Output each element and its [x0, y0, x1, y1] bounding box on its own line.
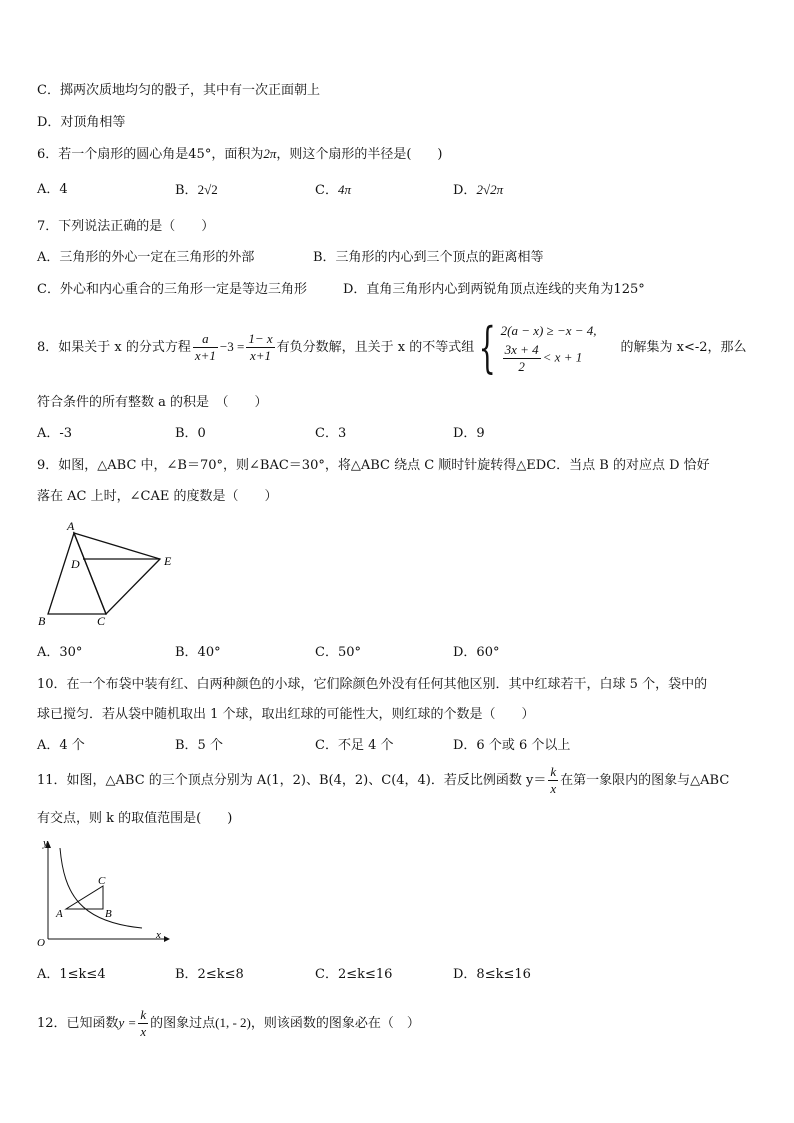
- q8-option-d: D．9: [453, 426, 485, 441]
- q8-stem-b: 有负分数解，且关于 x 的不等式组: [276, 340, 475, 355]
- q12-stem-c: ，则该函数的图象必在（ ）: [250, 1016, 420, 1031]
- q8-stem-cont: 符合条件的所有整数 a 的积是 （ ）: [37, 395, 268, 410]
- q8-inequality-row-2: [501, 342, 597, 375]
- q8-option-a: A．-3: [37, 426, 73, 441]
- q7-option-a: A．三角形的外心一定在三角形的外部: [37, 250, 255, 265]
- q9-option-b: B．40°: [175, 645, 221, 660]
- q9-triangle-figure: [30, 515, 190, 630]
- q9-triangle-ace: [74, 533, 160, 614]
- q6-option-d-value: 2√2π: [476, 182, 504, 197]
- q11-stem-line-1: [37, 762, 729, 800]
- q9-label-e: E: [164, 554, 172, 568]
- q12-stem-a: 12．已知函数: [37, 1016, 119, 1031]
- q6-option-c-value: 4π: [337, 182, 351, 197]
- q11-triangle-abc: [66, 886, 103, 909]
- q8-minus-three: −3 =: [219, 339, 245, 354]
- q8-brace: {: [478, 315, 497, 379]
- q10-option-b: B．5 个: [175, 738, 223, 753]
- q8-fraction-2-num: 1− x: [248, 331, 273, 346]
- q11-label-o: O: [37, 937, 45, 948]
- q12-stem-b: 的图象过点: [150, 1016, 216, 1031]
- q11-stem-line-2: 有交点，则 k 的取值范围是( ): [37, 811, 233, 826]
- q12-fraction-num: k: [140, 1007, 147, 1022]
- q8-inequality-fraction-num: 3x + 4: [504, 342, 539, 357]
- q8-inequality-fraction: [503, 342, 541, 375]
- q6-option-b-label: B．: [175, 183, 198, 198]
- q7-option-d: D．直角三角形内心到两锐角顶点连线的夹角为125°: [343, 282, 645, 297]
- q6-option-a: A．4: [37, 182, 68, 197]
- q11-option-c: C．2≤k≤16: [315, 967, 393, 982]
- q11-label-b: B: [105, 908, 112, 920]
- q9-option-d: D．60°: [453, 645, 500, 660]
- q8-stem: [37, 316, 747, 378]
- q12-fraction-den: x: [140, 1024, 147, 1039]
- q8-inequality-fraction-den: 2: [518, 359, 525, 374]
- q12-fraction: [138, 1007, 148, 1040]
- q11-label-x: x: [156, 929, 161, 941]
- q7-option-b: B．三角形的内心到三个顶点的距离相等: [313, 250, 544, 265]
- q8-inequality-row-2-tail: < x + 1: [542, 349, 583, 365]
- q11-fraction-num: k: [550, 764, 557, 779]
- q7-option-c: C．外心和内心重合的三角形一定是等边三角形: [37, 282, 307, 297]
- q6-option-c-label: C．: [315, 183, 338, 198]
- q5-option-c: C．掷两次质地均匀的骰子，其中有一次正面朝上: [37, 83, 320, 98]
- q6-stem-a: 6．若一个扇形的圆心角是45°，面积为: [37, 147, 264, 162]
- q12-point: (1, - 2): [215, 1015, 251, 1030]
- q10-stem-line-2: 球已搅匀．若从袋中随机取出 1 个球，取出红球的可能性大，则红球的个数是（ ）: [37, 707, 535, 722]
- q9-option-c: C．50°: [315, 645, 361, 660]
- q11-stem-b: 在第一象限内的图象与△ABC: [560, 773, 730, 788]
- q11-graph-figure: [34, 836, 174, 948]
- q10-stem-line-1: 10．在一个布袋中装有红、白两种颜色的小球，它们除颜色外没有任何其他区别．其中红球若干，白球 5 个，袋中的: [37, 677, 708, 692]
- q9-label-d: D: [71, 557, 80, 571]
- q6-stem: [37, 144, 443, 165]
- q9-option-a: A．30°: [37, 645, 83, 660]
- q6-option-d: [453, 180, 503, 201]
- q8-option-c: C．3: [315, 426, 347, 441]
- q10-option-d: D．6 个或 6 个以上: [453, 738, 571, 753]
- q11-option-d: D．8≤k≤16: [453, 967, 531, 982]
- q11-x-axis-arrow: [164, 936, 170, 942]
- q12-stem: [37, 1004, 420, 1043]
- q11-fraction-den: x: [550, 781, 557, 796]
- q10-option-a: A．4 个: [37, 738, 85, 753]
- q8-fraction-2-den: x+1: [249, 348, 272, 363]
- q6-stem-b: ，则这个扇形的半径是( ): [276, 147, 443, 162]
- q8-fraction-2: [246, 331, 274, 364]
- q11-option-b: B．2≤k≤8: [175, 967, 244, 982]
- q6-option-b: [175, 180, 218, 201]
- q8-inequality-row-1: 2(a − x) ≥ −x − 4,: [500, 323, 597, 338]
- q8-stem-c: 的解集为 x<-2，那么: [620, 340, 747, 355]
- q9-label-c: C: [97, 614, 106, 628]
- q11-label-a: A: [56, 908, 63, 920]
- q11-label-y: y: [43, 837, 48, 849]
- q8-inequality-system: [501, 320, 597, 375]
- q8-fraction-1-den: x+1: [194, 348, 216, 363]
- q11-fraction: [548, 764, 558, 797]
- q8-fraction-1: [193, 331, 218, 364]
- q9-label-a: A: [67, 519, 75, 533]
- q9-triangle-abc: [48, 533, 106, 614]
- q6-option-d-label: D．: [453, 183, 477, 198]
- q8-option-b: B．0: [175, 426, 206, 441]
- q11-hyperbola-curve: [60, 848, 142, 928]
- q11-stem-a: 11．如图，△ABC 的三个顶点分别为 A(1，2)、B(4，2)、C(4，4)．若反比例函数 y＝: [37, 773, 547, 788]
- q6-option-b-value: 2√2: [197, 182, 218, 197]
- q8-fraction-1-num: a: [193, 331, 218, 348]
- q6-area: 2π: [263, 146, 277, 161]
- q8-stem-a: 8．如果关于 x 的分式方程: [37, 340, 191, 355]
- q11-label-c: C: [98, 875, 106, 887]
- q12-y-equals: y =: [118, 1015, 137, 1030]
- q11-option-a: A．1≤k≤4: [37, 967, 106, 982]
- q9-label-b: B: [38, 614, 46, 628]
- q5-option-d: D．对顶角相等: [37, 115, 126, 130]
- q7-stem: 7．下列说法正确的是（ ）: [37, 219, 215, 234]
- q9-stem-line-1: 9．如图，△ABC 中，∠B＝70°，则∠BAC＝30°，将△ABC 绕点 C 顺时针旋转得△EDC．当点 B 的对应点 D 恰好: [37, 458, 710, 473]
- q6-option-c: [315, 180, 351, 201]
- q10-option-c: C．不足 4 个: [315, 738, 394, 753]
- q9-stem-line-2: 落在 AC 上时，∠CAE 的度数是（ ）: [37, 489, 278, 504]
